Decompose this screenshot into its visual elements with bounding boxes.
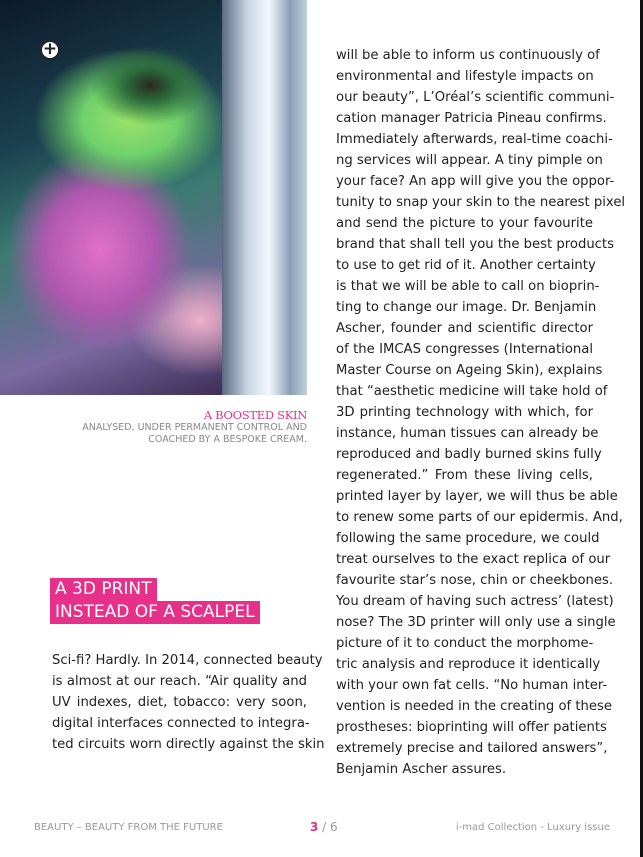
heading-line: INSTEAD OF A SCALPEL xyxy=(50,601,260,624)
text-line: printed layer by layer, we will thus be able xyxy=(336,489,618,504)
text-line: and send the picture to your favourite xyxy=(336,216,593,231)
text-line: Master Course on Ageing Skin), explains xyxy=(336,363,603,378)
text-line: treat ourselves to the exact replica of our xyxy=(336,552,611,567)
text-line: digital interfaces connected to integra- xyxy=(52,716,310,731)
text-line: cation manager Patricia Pineau confirms. xyxy=(336,111,607,126)
text-line: nose? The 3D printer will only use a single xyxy=(336,615,616,630)
text-line: ng services will appear. A tiny pimple on xyxy=(336,153,603,168)
text-line: Ascher, founder and scientific director xyxy=(336,321,593,336)
text-line: Benjamin Ascher assures. xyxy=(336,762,507,777)
text-line: You dream of having such actress’ (latest) xyxy=(336,594,614,609)
text-line: ted circuits worn directly against the skin xyxy=(52,737,325,752)
text-line: brand that shall tell you the best products xyxy=(336,237,614,252)
text-line: that “aesthetic medicine will take hold of xyxy=(336,384,608,399)
left-column-text xyxy=(52,650,325,755)
text-line: prostheses: bioprinting will offer patients xyxy=(336,720,607,735)
text-line: will be able to inform us continuously of xyxy=(336,48,600,63)
text-line: regenerated.” From these living cells, xyxy=(336,468,593,483)
caption-line: COACHED BY A BESPOKE CREAM. xyxy=(148,434,307,445)
text-line: is that we will be able to call on bioprin- xyxy=(336,279,600,294)
text-line: Sci-fi? Hardly. In 2014, connected beauty xyxy=(52,653,323,668)
page-indicator xyxy=(310,820,338,834)
text-line: tric analysis and reproduce it identically xyxy=(336,657,601,672)
text-line: your face? An app will give you the oppor- xyxy=(336,174,615,189)
text-line: environmental and lifestyle impacts on xyxy=(336,69,594,84)
metallic-face-half xyxy=(222,0,307,395)
page-current: 3 xyxy=(310,820,319,834)
text-line: following the same procedure, we could xyxy=(336,531,600,546)
heading-line: A 3D PRINT xyxy=(50,578,157,601)
article-photo xyxy=(0,0,307,395)
text-line: to renew some parts of our epidermis. And, xyxy=(336,510,623,525)
text-line: is almost at our reach. “Air quality and xyxy=(52,674,307,689)
caption-title: A BOOSTED SKIN xyxy=(203,408,307,422)
section-heading xyxy=(50,578,260,624)
text-line: reproduced and badly burned skins fully xyxy=(336,447,602,462)
text-line: extremely precise and tailored answers”, xyxy=(336,741,608,756)
text-line: instance, human tissues can already be xyxy=(336,426,599,441)
plus-circle-icon[interactable]: + xyxy=(40,40,60,60)
text-line: tunity to snap your skin to the nearest pixel xyxy=(336,195,626,210)
right-column-text xyxy=(336,45,626,780)
photo-caption xyxy=(82,409,307,447)
page-total: / 6 xyxy=(318,820,338,834)
text-line: picture of it to conduct the morphome- xyxy=(336,636,594,651)
text-line: with your own fat cells. “No human inter- xyxy=(336,678,608,693)
text-line: UV indexes, diet, tobacco: very soon, xyxy=(52,695,307,710)
text-line: our beauty”, L’Oréal’s scientific communi- xyxy=(336,90,615,105)
text-line: favourite star’s nose, chin or cheekbones. xyxy=(336,573,614,588)
footer-publication: i-mad Collection - Luxury issue xyxy=(455,822,610,833)
text-line: ting to change our image. Dr. Benjamin xyxy=(336,300,597,315)
text-line: Immediately afterwards, real-time coachi- xyxy=(336,132,613,147)
caption-line: ANALYSED, UNDER PERMANENT CONTROL AND xyxy=(82,421,307,433)
text-line: to use to get rid of it. Another certainty xyxy=(336,258,596,273)
text-line: of the IMCAS congresses (International xyxy=(336,342,593,357)
text-line: vention is needed in the creating of these xyxy=(336,699,612,714)
text-line: 3D printing technology with which, for xyxy=(336,405,593,420)
footer-section: BEAUTY – BEAUTY FROM THE FUTURE xyxy=(34,822,223,833)
